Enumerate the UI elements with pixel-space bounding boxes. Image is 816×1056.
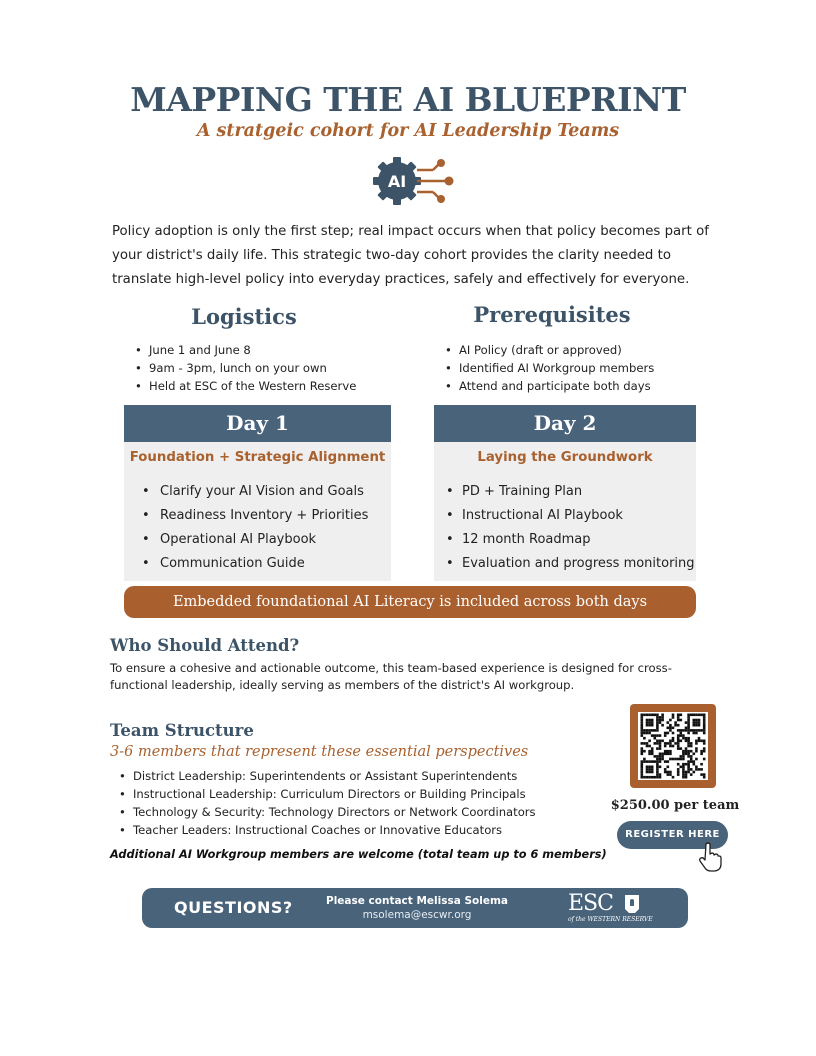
day2-subtitle: Laying the Groundwork	[477, 450, 653, 465]
list-item: • AI Policy (draft or approved)	[443, 341, 723, 359]
list-item: • Instructional Leadership: Curriculum Directors or Building Principals	[117, 785, 597, 803]
logo-ai-text: AI	[387, 172, 407, 191]
list-item: • Technology & Security: Technology Directors or Network Coordinators	[117, 803, 597, 821]
list-item: • Attend and participate both days	[443, 377, 723, 395]
contact-name: Please contact Melissa Solema	[326, 895, 508, 907]
list-item: • Instructional AI Playbook	[434, 504, 696, 528]
list-item: • Clarify your AI Vision and Goals	[124, 480, 391, 504]
list-item: • 12 month Roadmap	[434, 528, 696, 552]
day1-header: Day 1	[124, 405, 391, 442]
list-item: • 9am - 3pm, lunch on your own	[133, 359, 413, 377]
ai-gear-icon	[371, 156, 459, 206]
page-title: MAPPING THE AI BLUEPRINT	[130, 80, 686, 119]
day1-subtitle: Foundation + Strategic Alignment	[129, 450, 386, 465]
register-button[interactable]: REGISTER HERE	[617, 821, 728, 849]
price-label: $250.00 per team	[610, 798, 740, 813]
contact-email-link[interactable]: msolema@escwr.org	[362, 909, 472, 921]
prerequisites-list	[443, 341, 723, 395]
questions-label: QUESTIONS?	[174, 898, 293, 917]
day1-card	[124, 405, 391, 581]
team-structure-list	[117, 767, 597, 839]
list-item: • June 1 and June 8	[133, 341, 413, 359]
ohio-state-icon	[624, 894, 640, 914]
list-item: • PD + Training Plan	[434, 480, 696, 504]
logistics-heading: Logistics	[191, 304, 297, 329]
day2-card	[434, 405, 696, 581]
list-item: • Identified AI Workgroup members	[443, 359, 723, 377]
day2-list	[434, 480, 696, 576]
esc-logo-subtext: of the WESTERN RESERVE	[568, 916, 653, 923]
team-structure-subtitle: 3-6 members that represent these essential perspectives	[110, 744, 529, 760]
team-structure-heading: Team Structure	[110, 721, 254, 740]
qr-code-frame[interactable]	[630, 704, 716, 788]
list-item: • District Leadership: Superintendents or Assistant Superintendents	[117, 767, 597, 785]
footer-bar	[142, 888, 688, 928]
who-should-attend-heading: Who Should Attend?	[110, 636, 300, 655]
list-item: • Held at ESC of the Western Reserve	[133, 377, 413, 395]
esc-logo-text: ESC	[568, 891, 613, 916]
day1-list	[124, 480, 391, 576]
list-item: • Evaluation and progress monitoring	[434, 552, 696, 576]
logistics-list	[133, 341, 413, 395]
day2-header: Day 2	[434, 405, 696, 442]
intro-paragraph: Policy adoption is only the first step; real impact occurs when that policy becomes part of your district's daily life. This strategic two-day cohort provides the clarity needed to translate high-level policy into everyday practices, safely and effectively for everyone.	[112, 224, 709, 287]
esc-logo	[568, 891, 658, 925]
team-note: Additional AI Workgroup members are welcome (total team up to 6 members)	[110, 848, 607, 861]
list-item: • Teacher Leaders: Instructional Coaches or Innovative Educators	[117, 821, 597, 839]
list-item: • Communication Guide	[124, 552, 391, 576]
list-item: • Operational AI Playbook	[124, 528, 391, 552]
ai-literacy-banner: Embedded foundational AI Literacy is included across both days	[124, 586, 696, 618]
page-subtitle: A stratgeic cohort for AI Leadership Teams	[196, 121, 620, 141]
qr-code-background	[638, 712, 708, 780]
who-should-attend-text: To ensure a cohesive and actionable outcome, this team-based experience is designed for cross-functional leadership, ideally serving as members of the district's AI workgroup.	[110, 661, 672, 692]
prerequisites-heading: Prerequisites	[473, 302, 631, 327]
qr-code-icon[interactable]	[638, 712, 708, 780]
list-item: • Readiness Inventory + Priorities	[124, 504, 391, 528]
hand-pointer-icon	[697, 842, 723, 872]
